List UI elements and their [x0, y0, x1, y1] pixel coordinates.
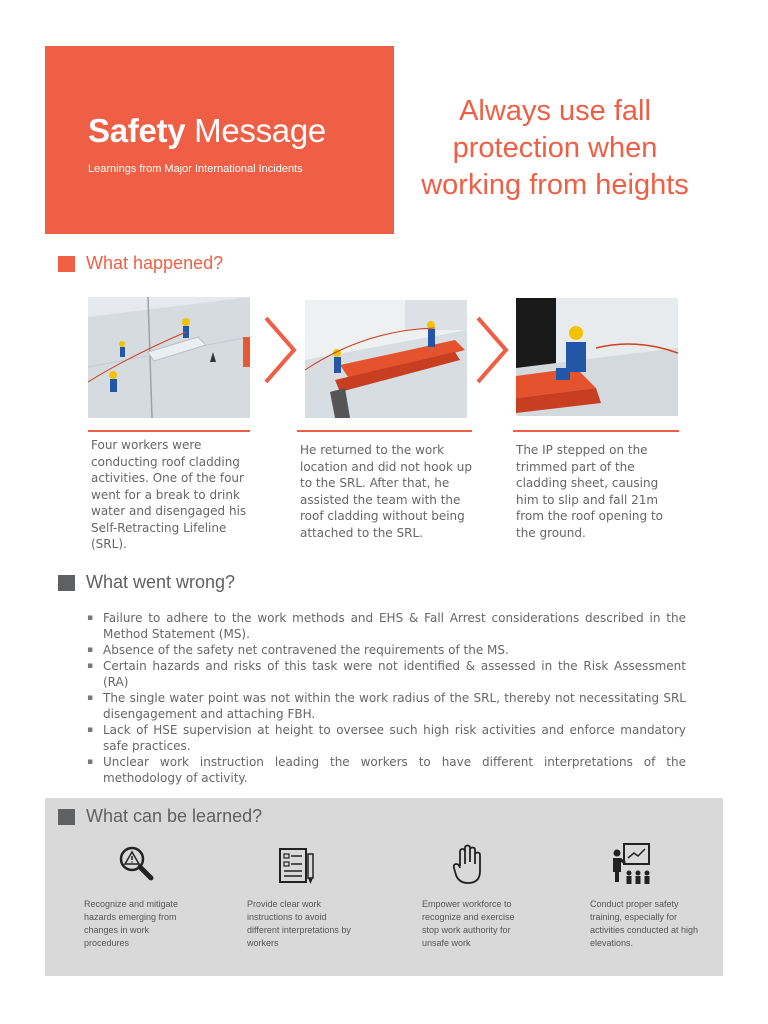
section-title: What went wrong? [86, 572, 236, 592]
section-what-can-be-learned [58, 806, 262, 827]
hero-title-light: Message [194, 112, 326, 149]
section-title: What can be learned? [86, 806, 263, 826]
learned-panel [45, 798, 723, 976]
step-2-image [305, 300, 467, 418]
list-item: ▪ Absence of the safety net contravened the requirements of the MS. [86, 642, 686, 658]
step-3-divider [513, 430, 679, 432]
step-3-image [516, 298, 678, 416]
section-what-happened [58, 253, 223, 274]
list-item: ▪ Certain hazards and risks of this task were not identified & assessed in the Risk Assessment (RA) [86, 658, 686, 690]
learned-item-2-text: Provide clear work instructions to avoid different interpretations by workers [247, 899, 351, 948]
what-went-wrong-list [86, 610, 686, 786]
chevron-right-icon [262, 316, 298, 384]
step-1-divider [88, 430, 250, 432]
hero-title-bold: Safety [88, 112, 186, 149]
document-pen-icon [277, 846, 317, 886]
step-1-image [88, 297, 250, 418]
step-3-text: The IP stepped on the trimmed part of the cladding sheet, causing him to slip and fall 21m from the roof opening to the ground. [516, 443, 664, 540]
learned-item-4-text: Conduct proper safety training, especially for activities conducted at high elevations. [590, 899, 699, 948]
hero-title [88, 112, 326, 150]
chevron-right-icon [474, 316, 510, 384]
section-square-icon [58, 809, 75, 825]
learned-item-3-text: Empower workforce to recognize and exercise stop work authority for unsafe work [422, 899, 515, 948]
step-1-text: Four workers were conducting roof cladding activities. One of the four went for a break to drink water and disengaged his Self-Retracting Lifeline (SRL). [91, 438, 247, 551]
hero-banner [45, 46, 394, 234]
list-item: ▪ Failure to adhere to the work methods and EHS & Fall Arrest considerations described in the Method Statement (MS). [86, 610, 686, 642]
hero-subtitle: Learnings from Major International Incidents [88, 163, 303, 175]
training-presenter-icon [610, 842, 652, 886]
hazard-magnifier-icon [117, 844, 157, 884]
list-item: ▪ Lack of HSE supervision at height to oversee such high risk activities and enforce mandatory safe practices. [86, 722, 686, 754]
section-square-icon [58, 256, 75, 272]
stop-hand-icon [452, 844, 482, 886]
step-2-divider [297, 430, 472, 432]
section-title: What happened? [86, 253, 224, 273]
list-item: ▪ The single water point was not within the work radius of the SRL, thereby not necessitating SRL disengagement and attaching FBH. [86, 690, 686, 722]
list-item: ▪ Unclear work instruction leading the workers to have different interpretations of the methodology of activity. [86, 754, 686, 786]
step-2-text: He returned to the work location and did not hook up to the SRL. After that, he assisted the team with the roof cladding without being attached to the SRL. [300, 443, 472, 540]
headline: Always use fall protection when working from heights [421, 95, 689, 201]
section-what-went-wrong [58, 572, 235, 593]
section-square-icon [58, 575, 75, 591]
learned-item-1-text: Recognize and mitigate hazards emerging from changes in work procedures [84, 899, 179, 948]
